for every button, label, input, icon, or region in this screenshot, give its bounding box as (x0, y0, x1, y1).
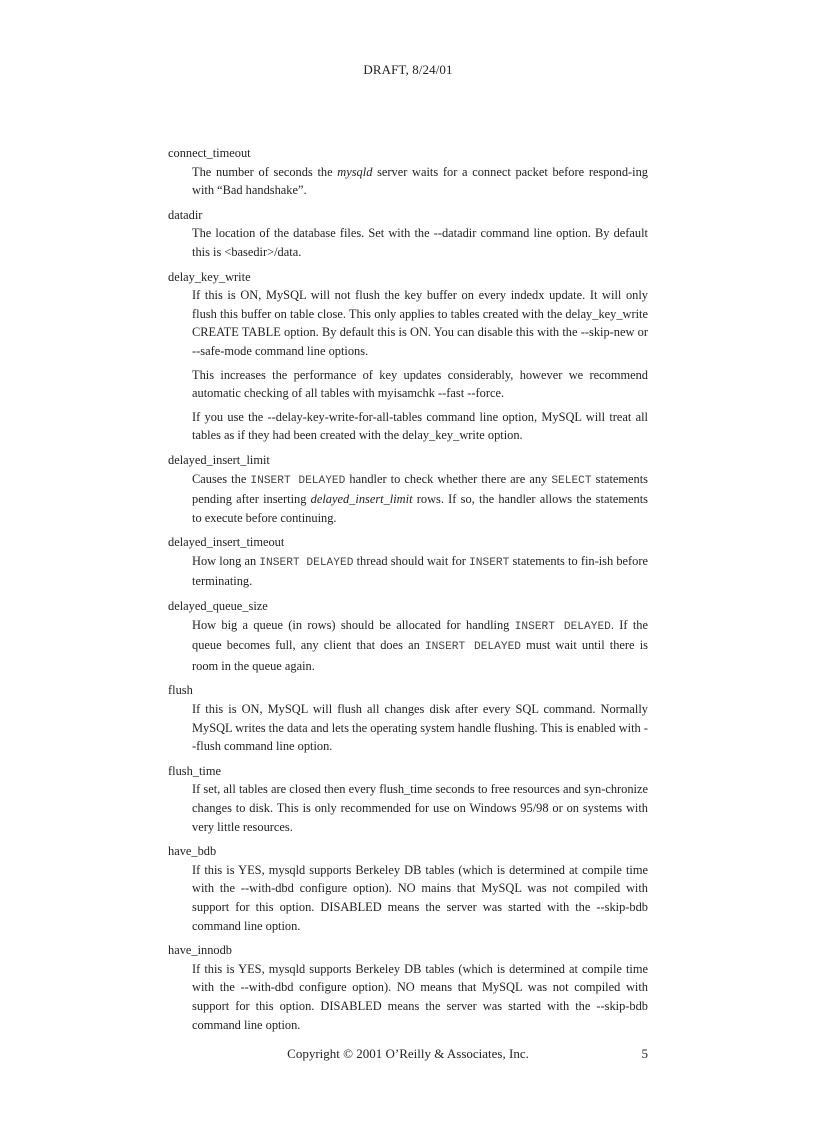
entry-flush (168, 681, 648, 755)
entry-delayed-insert-limit (168, 451, 648, 527)
paragraph (192, 616, 648, 676)
paragraph (192, 470, 648, 528)
definition (192, 616, 648, 676)
code: INSERT DELAYED (514, 620, 611, 633)
text: The number of seconds the (192, 164, 338, 179)
text: statements pending after inserting (192, 471, 648, 507)
paragraph: If you use the --delay-key-write-for-all-tables command line option, MySQL will treat all tables as if they had been created with the delay_key_write option. (192, 409, 648, 443)
page-header: DRAFT, 8/24/01 (363, 62, 453, 77)
text: thread should wait for (353, 553, 470, 568)
paragraph: If set, all tables are closed then every flush_time seconds to free resources and syn-chronize changes to disk. This is only recommended for use on Windows 95/98 or on systems with very little resources. (192, 782, 648, 834)
definition (192, 163, 648, 200)
definition (192, 861, 648, 935)
text: must wait until there is room in the queue again. (192, 638, 648, 673)
paragraph (192, 163, 648, 200)
text: Causes the (192, 471, 251, 486)
entry-delayed-insert-timeout (168, 533, 648, 591)
definition (192, 552, 648, 591)
term: delayed_insert_limit (168, 452, 270, 467)
term: have_bdb (168, 844, 217, 859)
text: handler to check whether there are any (345, 471, 552, 486)
entry-delay-key-write (168, 268, 648, 445)
text: How big a queue (in rows) should be allocated for handling (192, 617, 515, 632)
paragraph: If this is YES, mysqld supports Berkeley DB tables (which is determined at compile time with the --with-dbd configure option). NO mains that MySQL was not compiled with support for this option. DISABLED means the server was started with the --skip-bdb command line option. (192, 862, 648, 933)
text: rows. If so, the handler allows the statements to execute before continuing. (192, 492, 648, 525)
term: datadir (168, 207, 203, 222)
paragraph: If this is ON, MySQL will flush all changes disk after every SQL command. Normally MySQL writes the data and lets the operating system handle flushing. This is enabled with --flush command line option. (192, 702, 648, 754)
definition (192, 286, 648, 445)
term: delayed_queue_size (168, 599, 268, 614)
code: SELECT (551, 474, 592, 487)
code: INSERT DELAYED (259, 556, 354, 569)
paragraph: The location of the database files. Set with the --datadir command line option. By default this is <basedir>/data. (192, 226, 648, 259)
definition (192, 780, 648, 836)
entry-datadir (168, 206, 648, 262)
term: delay_key_write (168, 269, 251, 284)
entry-delayed-queue-size (168, 597, 648, 675)
entry-have-innodb (168, 941, 648, 1034)
definition (192, 224, 648, 261)
code: INSERT DELAYED (424, 641, 521, 654)
definition (192, 700, 648, 756)
term: delayed_insert_timeout (168, 535, 285, 550)
copyright: Copyright © 2001 O’Reilly & Associates, Inc. (287, 1046, 529, 1061)
variable-list (168, 144, 648, 1040)
definition (192, 960, 648, 1034)
paragraph: This increases the performance of key updates considerably, however we recommend automatic checking of all tables with myisamchk --fast --force. (192, 367, 648, 401)
code: INSERT DELAYED (250, 474, 346, 487)
text: server waits for a connect packet before respond-ing with “Bad handshake”. (192, 164, 649, 198)
entry-connect-timeout (168, 144, 648, 200)
text: How long an (192, 553, 260, 568)
term: connect_timeout (168, 146, 251, 160)
code: INSERT (469, 556, 510, 569)
emphasis: delayed_insert_limit (310, 492, 413, 507)
paragraph: If this is ON, MySQL will not flush the key buffer on every indedx update. It will only flush this buffer on table close. This only applies to tables created with the delay_key_write CREATE TABLE option. By default this is ON. You can disable this with the --skip-new or --safe-mode command line options. (192, 288, 648, 358)
emphasis: mysqld (337, 164, 373, 179)
entry-have-bdb (168, 842, 648, 935)
paragraph: If this is YES, mysqld supports Berkeley DB tables (which is determined at compile time with the --with-dbd configure option). NO means that MySQL was not compiled with support for this option. DISABLED means the server was started with the --skip-bdb command line option. (192, 961, 648, 1032)
text: statements to fin-ish before terminating. (192, 553, 649, 589)
paragraph (192, 552, 648, 591)
term: flush (168, 683, 193, 698)
term: have_innodb (168, 943, 233, 958)
term: flush_time (168, 763, 221, 778)
text: . If the queue becomes full, any client that does an (192, 617, 648, 653)
entry-flush-time (168, 762, 648, 836)
definition (192, 470, 648, 528)
page-number: 5 (641, 1046, 648, 1061)
